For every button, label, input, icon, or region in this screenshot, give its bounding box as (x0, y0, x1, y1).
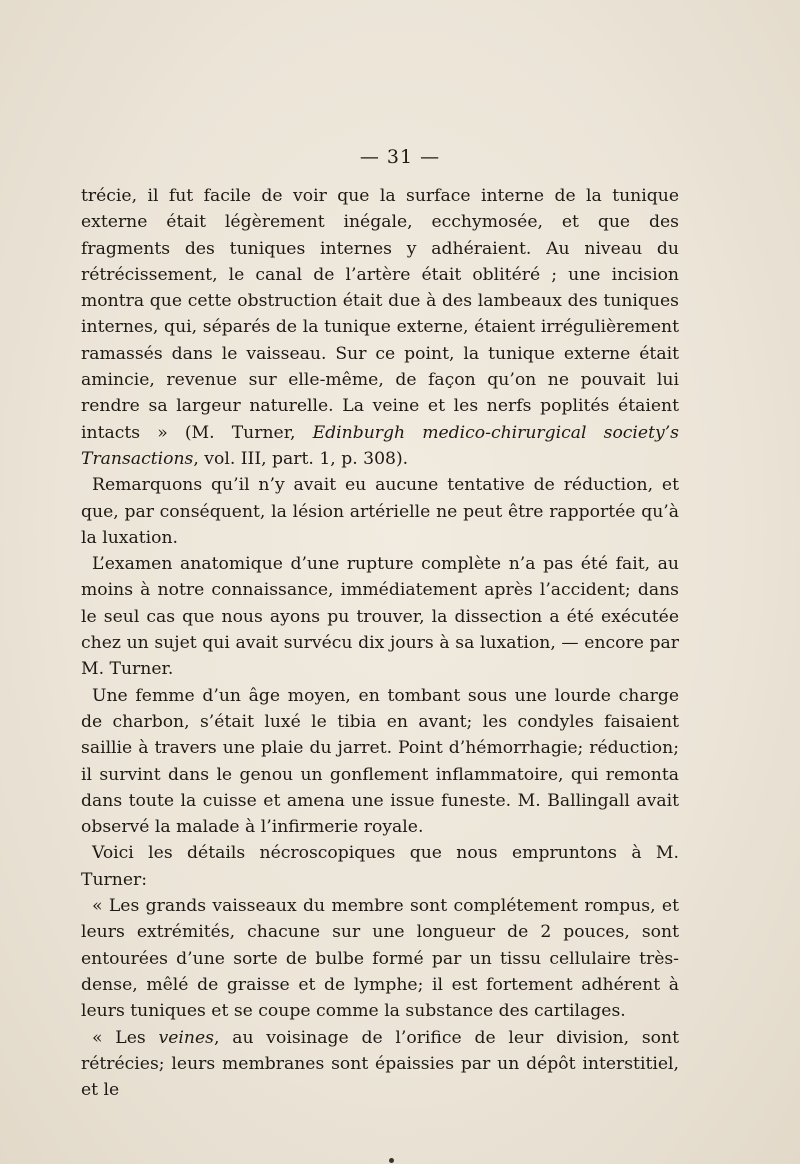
paragraph (81, 893, 679, 1024)
text-run: Voici les détails nécroscopiques que nous empruntons à M. Turner: (81, 843, 679, 890)
paragraph (81, 683, 679, 841)
text-run: , au voisinage de l’orifice de leur division, sont rétrécies; leurs membranes sont épaissies par un dépôt interstitiel, et le (81, 1027, 679, 1101)
text-run: Une femme d’un âge moyen, en tombant sous une lourde charge de charbon, s’était luxé le tibia en avant; les condyles faisaient saillie à travers une plaie du jarret. Point d’hémorrhagie; réduction; il survint dans le genou un gonflement inflammatoire, qui remonta dans toute la cuisse et amena une issue funeste. M. Ballingall avait observé la malade à l’infirmerie royale. (81, 685, 679, 838)
italic-text: Edinburgh medico-chirurgical society’s Transactions (81, 422, 679, 469)
text-run: Remarquons qu’il n’y avait eu aucune tentative de réduction, et que, par conséquent, la lésion artérielle ne peut être rapportée qu’à la luxation. (81, 475, 679, 548)
paragraph (81, 472, 679, 551)
paragraph (81, 183, 679, 472)
body-text (81, 183, 679, 1103)
text-run: , vol. III, part. 1, p. 308). (193, 448, 409, 469)
ink-mark (389, 1158, 394, 1163)
paragraph (81, 551, 679, 682)
paragraph (81, 840, 679, 893)
text-run: « Les (92, 1027, 159, 1048)
page-number: — 31 — (359, 146, 441, 168)
text-run: L’examen anatomique d’une rupture complète n’a pas été fait, au moins à notre connaissance, immédiatement après l’accident; dans le seul cas que nous ayons pu trouver, la dissection a été exécutée chez un sujet qui avait survécu dix jours à sa luxation, — encore par M. Turner. (81, 554, 679, 680)
text-run: « Les grands vaisseaux du membre sont complétement rompus, et leurs extrémités, chacune sur une longueur de 2 pouces, sont entourées d’une sorte de bulbe formé par un tissu cellulaire très-dense, mêlé de graisse et de lymphe; il est fortement adhérent à leurs tuniques et se coupe comme la substance des cartilages. (81, 896, 679, 1022)
text-run: trécie, il fut facile de voir que la surface interne de la tunique externe était légèrement inégale, ecchymosée, et que des fragments des tuniques internes y adhéraient. Au niveau du rétrécissement, le canal de l’artère était oblitéré ; une incision montra que cette obstruction était due à des lambeaux des tuniques internes, qui, séparés de la tunique externe, étaient irrégulièrement ramassés dans le vaisseau. Sur ce point, la tunique externe était amincie, revenue sur elle-même, de façon qu’on ne pouvait lui rendre sa largeur naturelle. La veine et les nerfs poplités étaient intacts » (M. Turner, (81, 186, 679, 443)
italic-text: veines (158, 1027, 214, 1048)
paragraph (81, 1025, 679, 1104)
